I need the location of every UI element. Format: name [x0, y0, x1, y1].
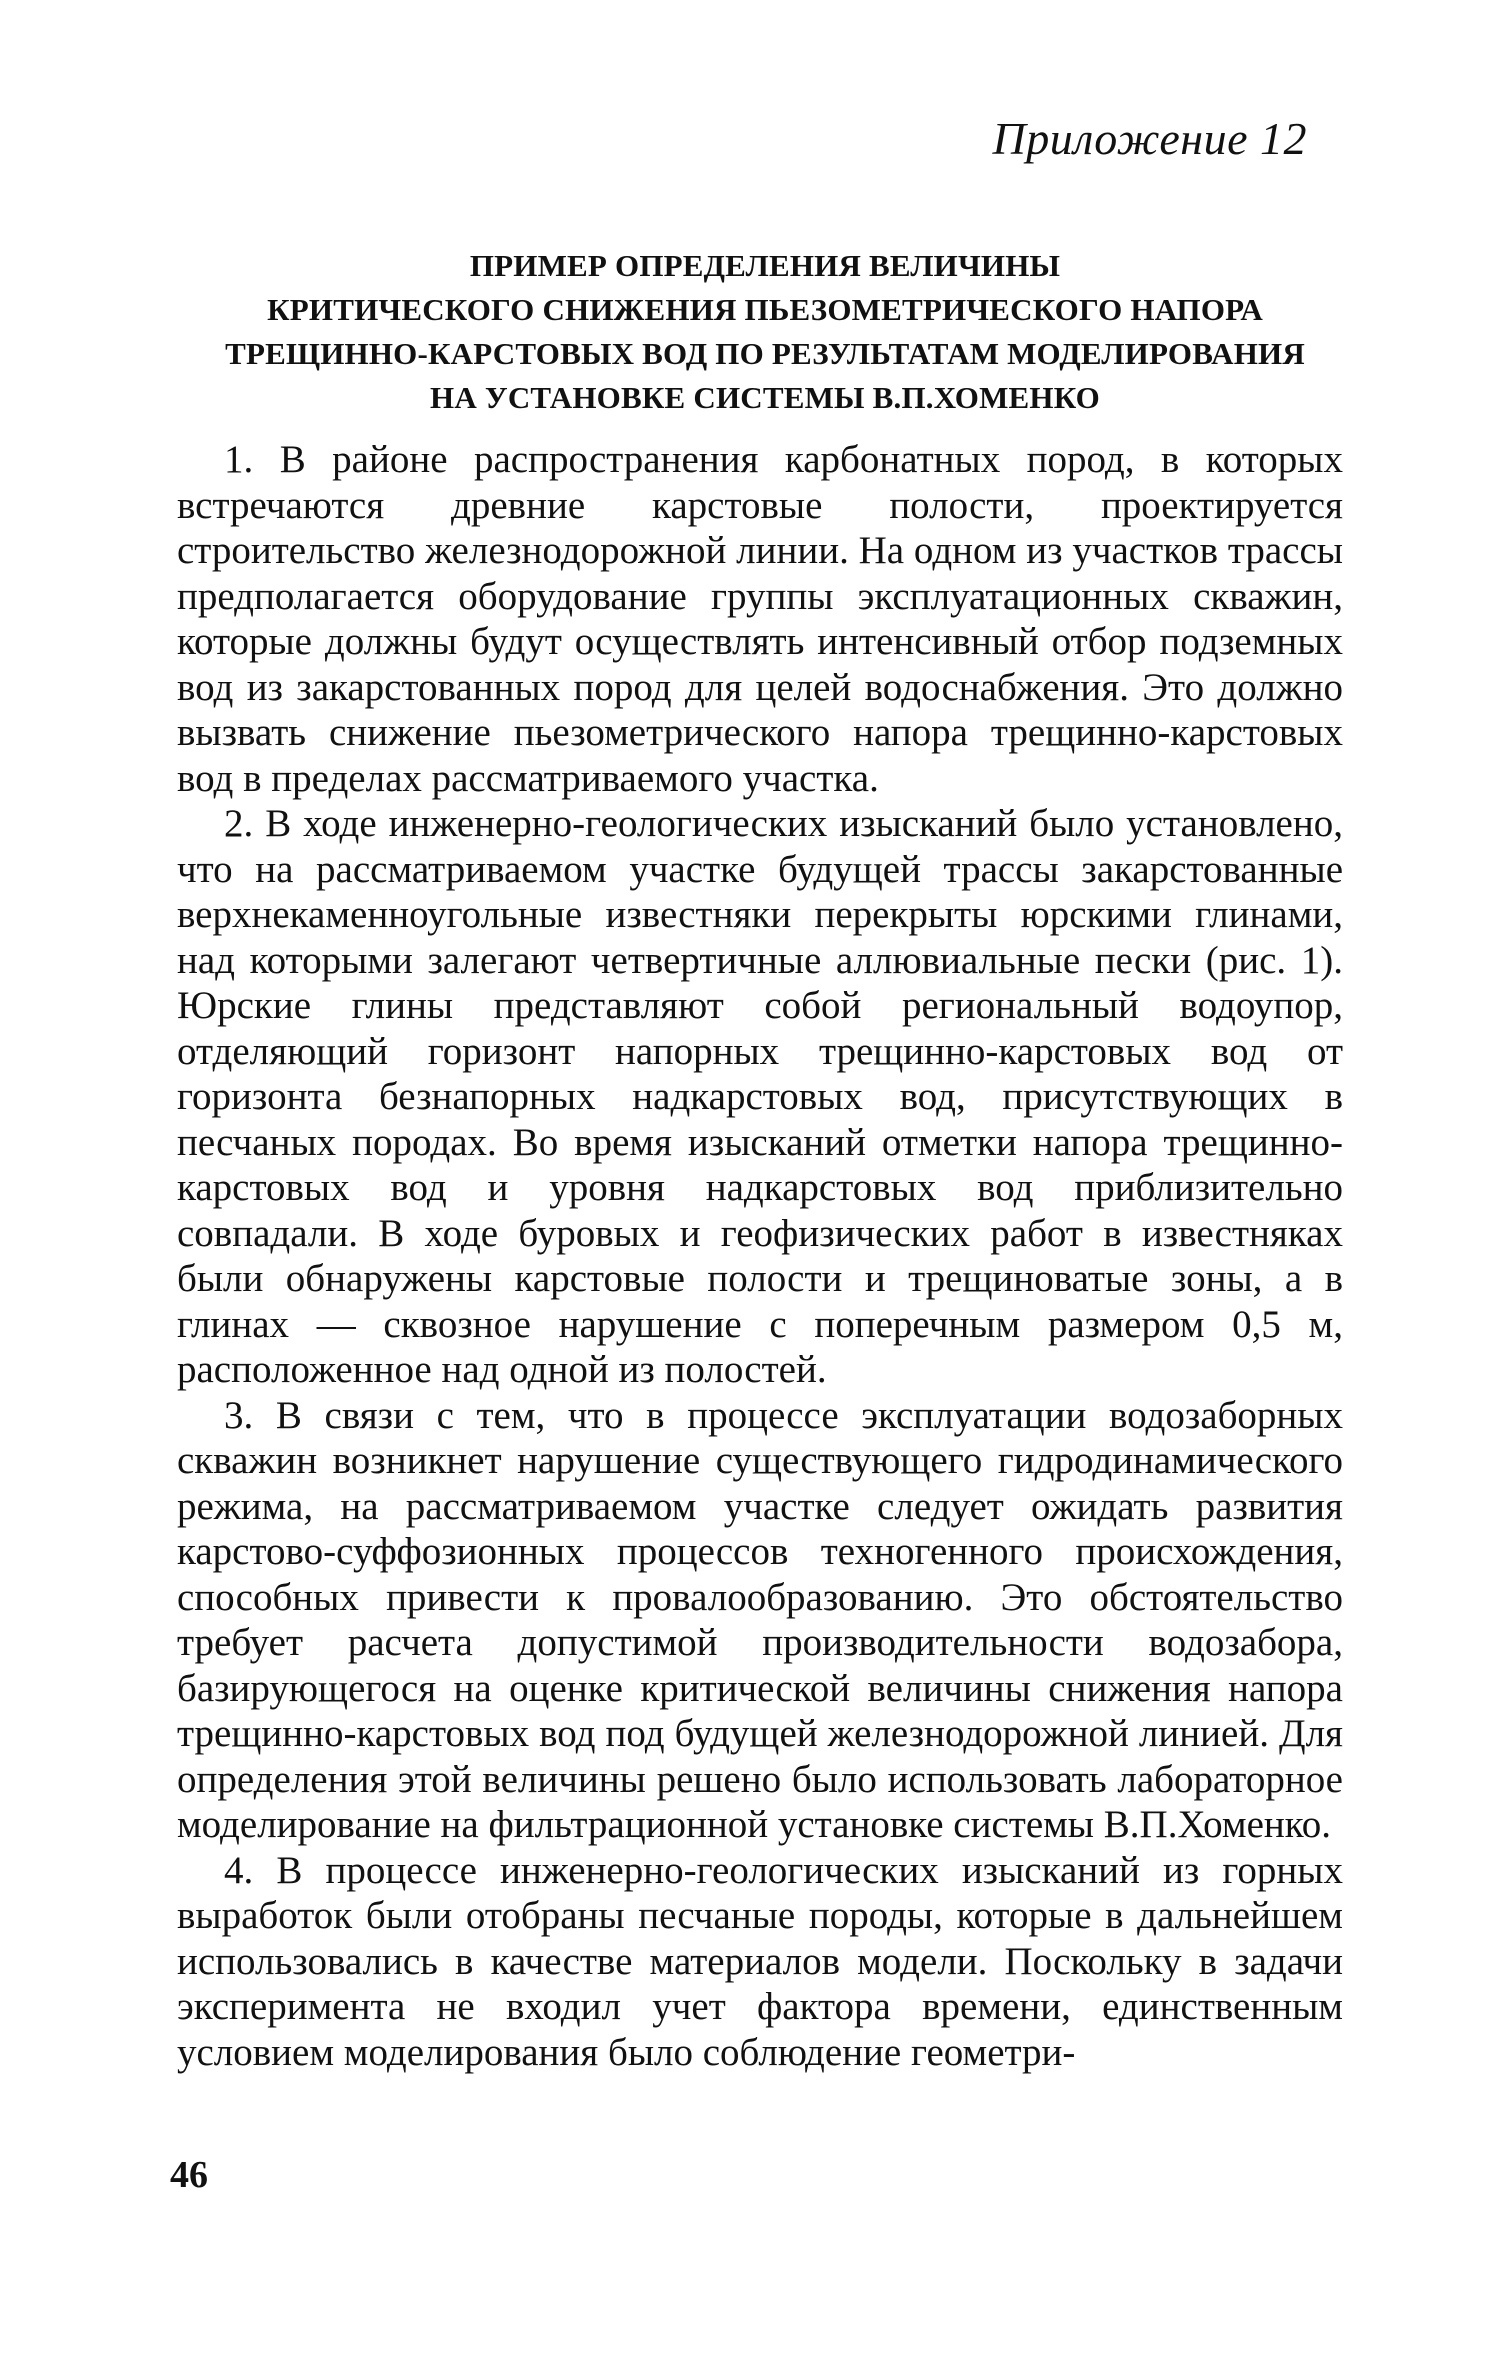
title-line: КРИТИЧЕСКОГО СНИЖЕНИЯ ПЬЕЗОМЕТРИЧЕСКОГО НАПОРА — [267, 292, 1263, 327]
section-title — [190, 244, 1340, 420]
paragraph-1: 1. В районе распространения карбонатных пород, в которых встречаются древние карстовые полости, проектируется строительство железнодорожной линии. На одном из участков трассы предполагается оборудование группы эксплуатационных скважин, которые должны будут осуществлять интенсивный отбор подземных вод из закарстованных пород для целей водоснабжения. Это должно вызвать снижение пьезометрического напора трещинно-карстовых вод в пределах рассматриваемого участка. — [177, 438, 1343, 800]
appendix-label: Приложение 12 — [992, 113, 1307, 164]
paragraph-3: 3. В связи с тем, что в процессе эксплуатации водозаборных скважин возникнет нарушение существующего гидродинамического режима, на рассматриваемом участке следует ожидать развития карстово-суффозионных процессов техногенного происхождения, способных привести к провалообразованию. Это обстоятельство требует расчета допустимой производительности водозабора, базирующегося на оценке критической величины снижения напора трещинно-карстовых вод под будущей железнодорожной линией. Для определения этой величины решено было использовать лабораторное моделирование на фильтрационной установке системы В.П.Хоменко. — [177, 1393, 1343, 1846]
title-line: ТРЕЩИННО-КАРСТОВЫХ ВОД ПО РЕЗУЛЬТАТАМ МОДЕЛИРОВАНИЯ — [225, 336, 1305, 371]
page-number: 46 — [170, 2154, 208, 2196]
paragraph-2: 2. В ходе инженерно-геологических изысканий было установлено, что на рассматриваемом участке будущей трассы закарстованные верхнекаменноугольные известняки перекрыты юрскими глинами, над которыми залегают четвертичные аллювиальные пески (рис. 1). Юрские глины представляют собой региональный водоупор, отделяющий горизонт напорных трещинно-карстовых вод от горизонта безнапорных надкарстовых вод, присутствующих в песчаных породах. Во время изысканий отметки напора трещинно-карстовых вод и уровня надкарстовых вод приблизительно совпадали. В ходе буровых и геофизических работ в известняках были обнаружены карстовые полости и трещиноватые зоны, а в глинах — сквозное нарушение с поперечным размером 0,5 м, расположенное над одной из полостей. — [177, 802, 1343, 1391]
paragraph-4: 4. В процессе инженерно-геологических изысканий из горных выработок были отобраны песчаные породы, которые в дальнейшем использовались в качестве материалов модели. Поскольку в задачи эксперимента не входил учет фактора времени, единственным условием моделирования было соблюдение геометри- — [177, 1848, 1343, 2074]
title-line: НА УСТАНОВКЕ СИСТЕМЫ В.П.ХОМЕНКО — [430, 380, 1100, 415]
title-line: ПРИМЕР ОПРЕДЕЛЕНИЯ ВЕЛИЧИНЫ — [469, 248, 1061, 283]
body-text — [177, 437, 1343, 2075]
